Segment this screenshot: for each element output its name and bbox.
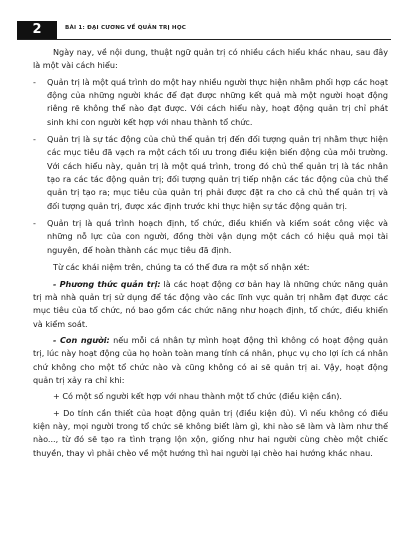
bullet-text: Quản trị là sự tác động của chủ thể quản trị đến đối tượng quản trị nhằm thực hiện các mục tiêu đã vạch ra một cách tối ưu trong điều kiện biến động của môi trường. Với cách hiểu này, quản trị là một quá trình, trong đó chủ thể quản trị là tác nhân tạo ra các tác động quản trị; đối tượng quản trị tiếp nhận các tác động của chủ thể quản trị tạo ra; mục tiêu của quản trị phải được đặt ra cho cả chủ thể quản trị và đối tượng quản trị, được xác định trước khi thực hiện sự tác động quản trị. xyxy=(47,134,388,211)
bullet-text: Quản trị là một quá trình do một hay nhiều người thực hiện nhằm phối hợp các hoạt động của những người khác để đạt được những kết quả mà một người hoạt động riêng rẽ không thể nào đạt được. Với cách hiểu này, hoạt động quản trị chỉ phát sinh khi con người kết hợp với nhau thành tổ chức. xyxy=(47,76,388,127)
transition-paragraph: Từ các khái niệm trên, chúng ta có thể đưa ra một số nhận xét: xyxy=(53,262,310,273)
bullet-dash: - xyxy=(33,218,36,229)
definition-bullet-1 xyxy=(33,76,388,129)
page-header xyxy=(17,21,391,40)
running-title: BÀI 1: ĐẠI CƯƠNG VỀ QUẢN TRỊ HỌC xyxy=(65,25,187,31)
bullet-dash: - xyxy=(33,76,36,87)
bullet-dash: - xyxy=(33,134,36,145)
people-paragraph xyxy=(33,334,388,387)
method-label: - Phương thức quản trị: xyxy=(53,278,161,289)
definition-bullet-3 xyxy=(33,217,388,257)
bullet-text: Quản trị là quá trình hoạch định, tổ chức, điều khiển và kiểm soát công việc và những nỗ lực của con người, đồng thời vận dụng một cách có hiệu quả mọi tài nguyên, để hoàn thành các mục tiêu đã định. xyxy=(47,218,388,255)
intro-paragraph: Ngày nay, về nội dung, thuật ngữ quản trị có nhiều cách hiểu khác nhau, sau đây là một vài cách hiểu: xyxy=(33,47,388,71)
definition-bullet-2 xyxy=(33,133,388,213)
condition-2: + Do tính cần thiết của hoạt động quản trị (điều kiện đủ). Vì nếu không có điều kiện này, mọi người trong tổ chức sẽ không biết làm gì, khi nào sẽ làm và làm như thế nào..., từ đó sẽ tạo ra tình trạng lộn xộn, giống như hai người cùng chèo một chiếc thuyền, thay vì phải chèo về một hướng thì hai người lại chèo hai hướng khác nhau. xyxy=(33,407,388,458)
method-paragraph xyxy=(33,278,388,331)
method-text: là các hoạt động cơ bản hay là những chức năng quản trị mà nhà quản trị sử dụng để tác động vào các lĩnh vực quản trị nhằm đạt được các mục tiêu của tổ chức, nó bao gồm các chức năng như hoạch định, tổ chức, điều khiển và kiểm soát. xyxy=(33,278,388,329)
page-number: 2 xyxy=(17,21,57,39)
people-text: nếu mỗi cá nhân tự mình hoạt động thì không có hoạt động quản trị, lúc này hoạt động của họ hoàn toàn mang tính cá nhân, phục vụ cho lợi ích cá nhân chứ không cho một tổ chức nào và cũng không có ai sẽ quản trị ai. Vậy, hoạt động quản trị xảy ra chỉ khi: xyxy=(33,334,388,385)
document-body xyxy=(33,46,388,463)
condition-1: + Có một số người kết hợp với nhau thành một tổ chức (điều kiện cần). xyxy=(53,391,342,402)
people-label: - Con người: xyxy=(53,334,110,345)
